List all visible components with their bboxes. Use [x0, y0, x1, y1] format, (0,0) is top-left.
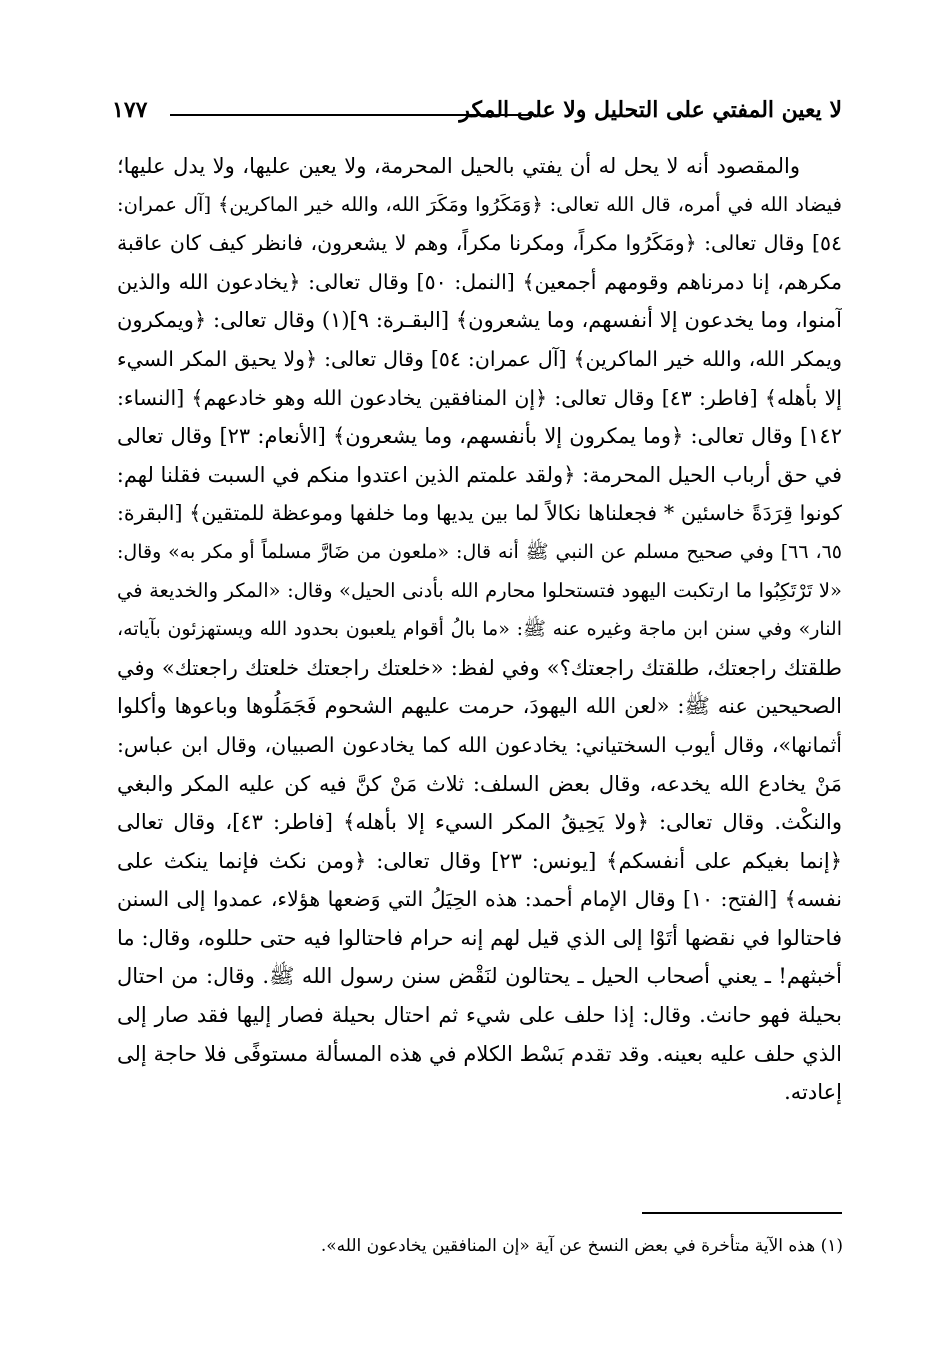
text-line: الصحيحين عنه ﷺ: «لعن الله اليهودَ، حرمت عليهم الشحوم فَجَمَلُوها وباعوها وأكلوا	[117, 694, 842, 719]
text-line: إلا بأهله﴾ [فاطر: ٤٣] وقال تعالى: ﴿إن المنافقين يخادعون الله وهو خادعهم﴾ [النساء:	[117, 385, 842, 410]
text-line: والنكْث. وقال تعالى: ﴿ولا يَحِيقُ المكر السيء إلا بأهله﴾ [فاطر: ٤٣]، وقال تعالى	[117, 810, 842, 835]
text-line: مَنْ يخادع الله يخدعه، وقال بعض السلف: ثلاث مَنْ كنَّ فيه كن عليه المكر والبغي	[117, 771, 842, 796]
footnote-separator	[642, 1212, 842, 1214]
text-line: إعادته.	[784, 1080, 842, 1105]
text-line: مكرهم، إنا دمرناهم وقومهم أجمعين﴾ [النمل: ٥٠] وقال تعالى: ﴿يخادعون الله والذين	[117, 269, 842, 294]
running-header	[112, 90, 842, 130]
text-line: آمنوا، وما يخدعون إلا أنفسهم، وما يشعرون﴾ [البقـرة: ٩](١) وقال تعالى: ﴿ويمكرون	[117, 308, 842, 333]
text-line: بحيلة فهو حانث. وقال: إذا حلف على شيء ثم احتال بحيلة فصار إليها فقد صار إلى	[117, 1003, 842, 1028]
text-line: فيضاد الله في أمره، قال الله تعالى: ﴿وَمَكَرُوا ومَكَرَ الله، والله خير الماكرين﴾ [آل عمران:	[117, 192, 842, 216]
text-line: طلقتك راجعتك، طلقتك راجعتك؟» وفي لفظ: «خلعتك راجعتك خلعتك راجعتك» وفي	[117, 655, 842, 680]
text-line: ويمكر الله، والله خير الماكرين﴾ [آل عمران: ٥٤] وقال تعالى: ﴿ولا يحيق المكر السيء	[117, 346, 842, 371]
header-title: لا يعين المفتي على التحليل ولا على المكر	[459, 97, 842, 123]
main-text	[117, 147, 842, 1112]
text-line: ٥٤] وقال تعالى: ﴿ومَكَرُوا مكراً، ومكرنا مكراً، وهم لا يشعرون، فانظر كيف كان عاقبة	[117, 231, 842, 256]
text-line: في حق أرباب الحيل المحرمة: ﴿ولقد علمتم الذين اعتدوا منكم في السبت فقلنا لهم:	[117, 462, 842, 487]
header-rule	[170, 114, 536, 116]
text-line: النار» وفي سنن ابن ماجة وغيره عنه ﷺ: «ما بالُ أقوام يلعبون بحدود الله ويستهزئون بآياته،	[117, 618, 842, 641]
text-line: ٦٥، ٦٦] وفي صحيح مسلم عن النبي ﷺ أنه قال: «ملعون من ضَارَّ مسلماً أو مكر به» وقال:	[117, 540, 842, 563]
page-number: ١٧٧	[112, 97, 148, 123]
text-line: أخبثهم! ـ يعني أصحاب الحيل ـ يحتالون لنَقْض سنن رسول الله ﷺ. وقال: من احتال	[117, 964, 842, 989]
text-line: فاحتالوا في نقضها أتَوْا إلى الذي قيل لهم إنه حرام فاحتالوا فيه حتى حللوه، وقال: ما	[117, 925, 842, 950]
text-line: «لا تَرْتَكِبُوا ما ارتكبت اليهود فتستحلوا محارم الله بأدنى الحيل» وقال: «المكر والخديعة في	[117, 578, 842, 602]
text-line: كونوا قِرَدَةً خاسئين * فجعلناها نكالاً لما بين يديها وما خلفها وموعظة للمتقين﴾ [البقرة:	[117, 501, 842, 526]
text-line: ١٤٢] وقال تعالى: ﴿وما يمكرون إلا بأنفسهم، وما يشعرون﴾ [الأنعام: ٢٣] وقال تعالى	[117, 424, 842, 449]
text-line: ﴿إنما بغيكم على أنفسكم﴾ [يونس: ٢٣] وقال تعالى: ﴿ومن نكث فإنما ينكث على	[117, 848, 842, 873]
footnote: (١) هذه الآية متأخرة في بعض النسخ عن آية «إن المنافقين يخادعون الله».	[320, 1236, 843, 1256]
text-line: نفسه﴾ [الفتح: ١٠] وقال الإمام أحمد: هذه الحِيَلُ التي وَضعها هؤلاء، عمدوا إلى السنن	[117, 887, 842, 912]
text-line: أثمانها»، وقال أيوب السختياني: يخادعون الله كما يخادعون الصبيان، وقال ابن عباس:	[117, 732, 842, 757]
text-line: الذي حلف عليه بعينه. وقد تقدم بَسْط الكلام في هذه المسألة مستوفًى فلا حاجة إلى	[117, 1041, 842, 1066]
text-line: والمقصود أنه لا يحل له أن يفتي بالحيل المحرمة، ولا يعين عليها، ولا يدل عليها؛	[117, 154, 800, 178]
